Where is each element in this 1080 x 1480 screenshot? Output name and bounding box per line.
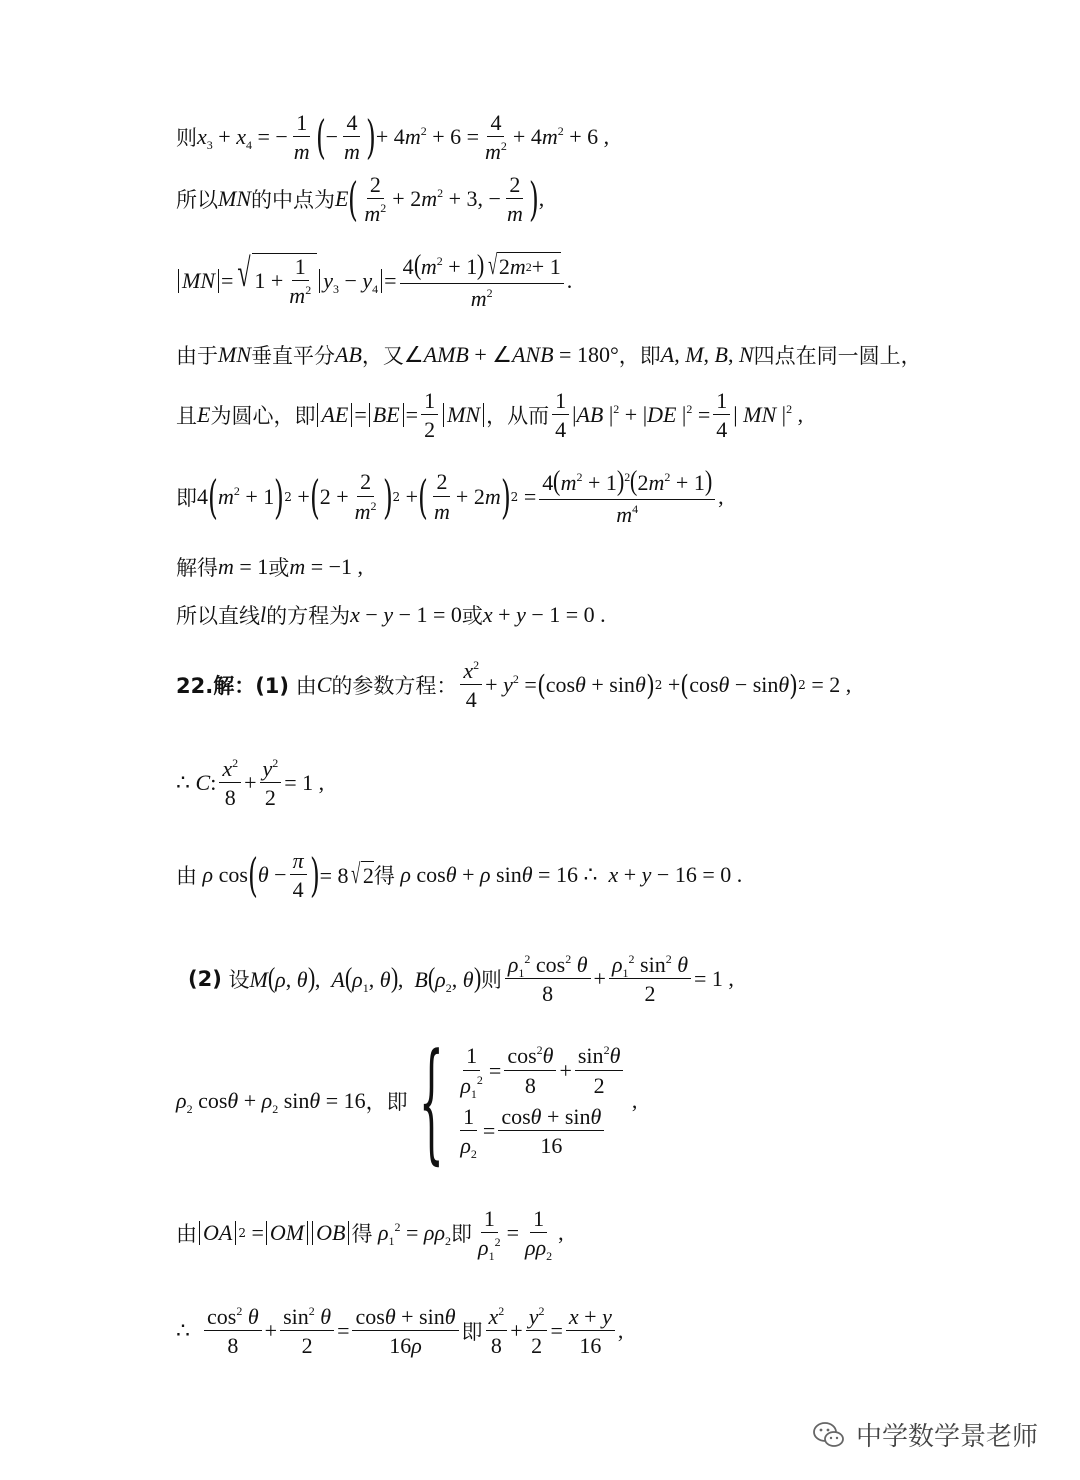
line-5: 且 E 为圆心，即 AE = BE = $\frac{1}{2}$ MN ，从而 1 4 |AB $|^2 + |DE$ $|^2$ = $\frac{1}{4}$ | MN $|^2$ , (176, 388, 804, 443)
line-7: 解得 m = 1 或 m = −1 , (176, 554, 364, 580)
watermark-text: 中学数学景老师 (856, 1422, 1039, 1452)
line-10: ∴ C: $x^2$ 8 + $\frac{y^2}{2}$ = 1 , (176, 756, 325, 811)
line-14: 由 OA 2 = OM OB 得 $\rho_1^2 = \rho\rho_2$ 即 $\frac{1}{\rho_1^2}$ = $\frac{1}{\rho\rho_2}$ , (176, 1206, 564, 1264)
line-q22: 22.解：(1) 由 C 的参数方程： $x^2$ 4 + $y^2$ = ( cosθ + sinθ ) 2 + ( cosθ − sinθ ) 2 = 2 , (176, 658, 852, 713)
line-8: 所以直线 l 的方程为 x − y − 1 = 0 或 x + y − 1 = 0 . (176, 602, 606, 628)
wechat-icon (812, 1420, 846, 1450)
line-2: 所以 MN 的中点为 E ( 2 $m^2$ + $2m^2 + 3$, − $\frac{2}{m}$ ) , (176, 172, 545, 227)
line-1: 则 $x_3 + x_4$ = − $\frac{1}{m}$ ( − $\frac{4}{m}$ ) + $4m^2 + 6$ = $\frac{4}{m^2}$ + $4m^2 + 6$ , (176, 110, 610, 165)
watermark (812, 1416, 1038, 1453)
line-15: ∴ $\cos^2 \theta$ 8 + $\frac{\sin^2 \theta}{2}$ = $\frac{\cos\theta + \sin\theta}{16\rho}$ 即 $x^2$ 8 + $\frac{y^2}{2}$ = $\frac{x + y}{16}$ , (176, 1304, 624, 1359)
line-11: 由 ρ cos ( θ − $\frac{\pi}{4}$ ) = 8 √ 2 得 ρ cosθ + ρ sinθ = 16 ∴ x + y − 16 = 0 . (176, 848, 743, 903)
line-part2: (2) 设 M(ρ, θ), $A(\rho_1$, θ), $B(\rho_2$, θ) 则 $\rho_1^2$ $\cos^2 \theta$ 8 + $\frac{\rho_1^2 \sin^2 \theta}{2}$ = 1 , (188, 952, 734, 1007)
line-6: 即 4 ( $m^2 + 1$ ) 2 + ( 2 + $\frac{2}{m^2}$ ) 2 + ( 2 m + 2m ) 2 = $\frac{4(m^2 + 1)^2(2m^2 + 1)}{m^4}$ , (176, 466, 724, 528)
line-3: MN = √ 1 + 1 $m^2$ $y_3 - y_4$ = $4(m^2 + 1)$ √ 2 m 2 + 1 $m^2$ . (176, 250, 572, 311)
line-4: 由于 MN 垂直平分 AB ，又 ∠AMB + ∠ANB = 180° ，即 A, M, B, N 四点在同一圆上， (176, 342, 922, 368)
line-13: $\rho_2$ $\cos\theta + \rho_2$ sinθ = 16 ，即 { $\frac{1}{\rho_1^2}$ = $\frac{\cos^2\theta}{8}$ + $\frac{\sin^2\theta}{2}$ $\frac{1}{\rho_2}$ = $\frac{\cos\theta + \sin\theta}{16}$ , (176, 1025, 638, 1177)
